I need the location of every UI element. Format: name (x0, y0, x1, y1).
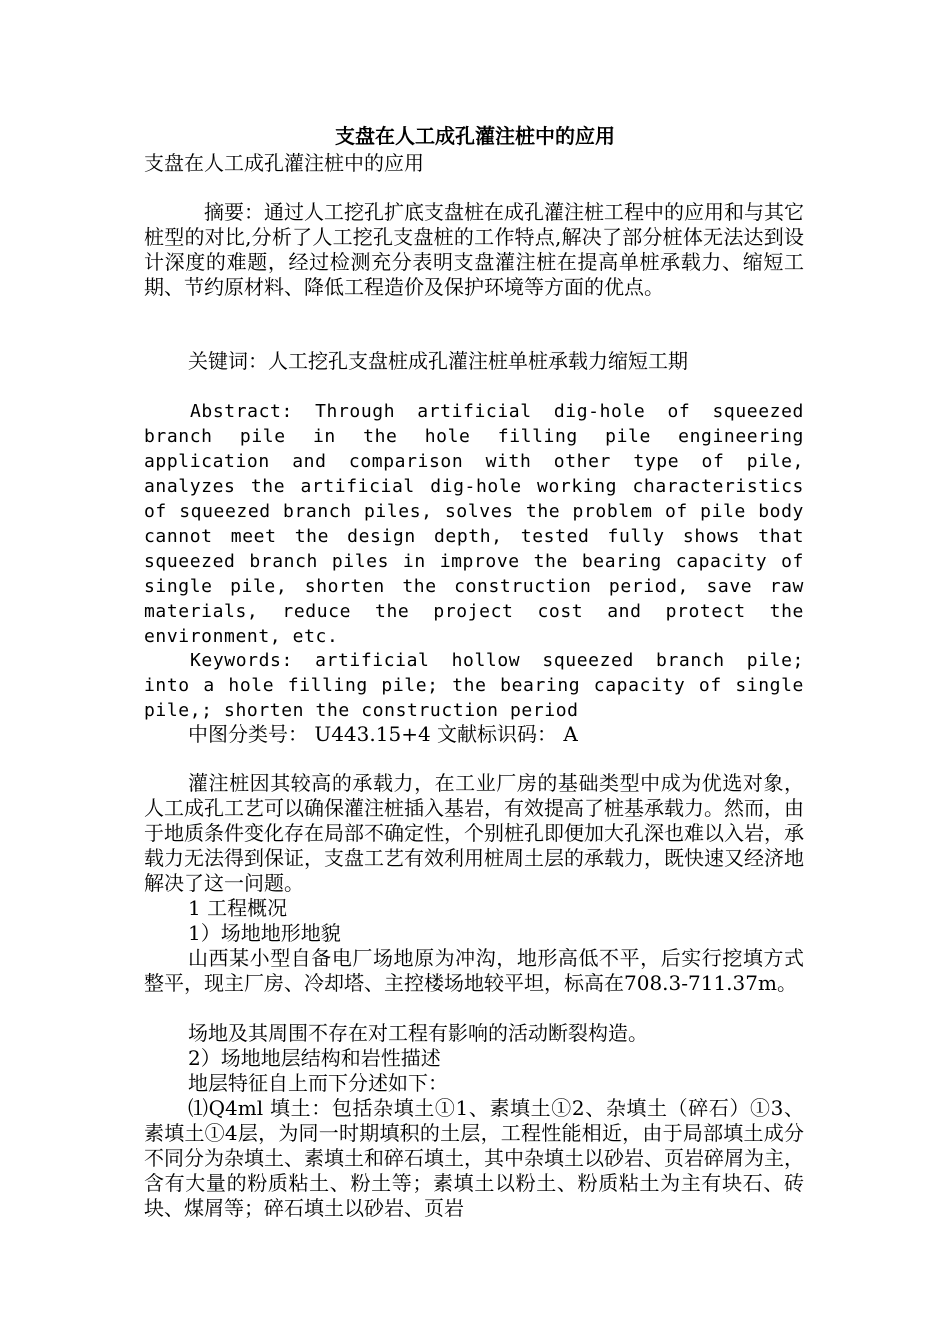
keywords-en: Keywords: artificial hollow squeezed branch pile; into a hole filling pile; the bearing capacity of single pile,; shorten the construction period (144, 650, 804, 721)
keywords-cn: 关键词：人工挖孔支盘桩成孔灌注桩单桩承载力缩短工期 (188, 349, 688, 373)
subsection-heading: 1）场地地形地貌 (188, 921, 341, 945)
abstract-cn: 摘要：通过人工挖孔扩底支盘桩在成孔灌注桩工程中的应用和与其它桩型的对比,分析了人工挖孔支盘桩的工作特点,解决了部分桩体无法达到设计深度的难题，经过检测充分表明支盘灌注桩在提高单桩承载力、缩短工期、节约原材料、降低工程造价及保护环境等方面的优点。 (144, 200, 804, 299)
intro-paragraph: 灌注桩因其较高的承载力，在工业厂房的基础类型中成为优选对象，人工成孔工艺可以确保灌注桩插入基岩，有效提高了桩基承载力。然而，由于地质条件变化存在局部不确定性，个别桩孔即便加大孔深也难以入岩，承载力无法得到保证，支盘工艺有效利用桩周土层的承载力，既快速又经济地解决了这一问题。 (144, 771, 804, 895)
site-topography-paragraph: 山西某小型自备电厂场地原为冲沟，地形高低不平，后实行挖填方式整平，现主厂房、冷却塔、主控楼场地较平坦，标高在708.3-711.37m。 (144, 946, 804, 995)
fill-soil-paragraph: ⑴Q4ml 填土：包括杂填土①1、素填土①2、杂填土（碎石）①3、素填土①4层，为同一时期填积的土层，工程性能相近，由于局部填土成分不同分为杂填土、素填土和碎石填土，其中杂填土以砂岩、页岩碎屑为主，含有大量的粉质粘土、粉土等；素填土以粉土、粉质粘土为主有块石、砖块、煤屑等；碎石填土以砂岩、页岩 (144, 1096, 804, 1220)
fault-statement-paragraph: 场地及其周围不存在对工程有影响的活动断裂构造。 (188, 1021, 648, 1045)
subsection-heading: 2）场地地层结构和岩性描述 (188, 1046, 441, 1070)
document-title: 支盘在人工成孔灌注桩中的应用 (335, 124, 615, 148)
section-heading: 1 工程概况 (188, 896, 288, 920)
strata-intro-paragraph: 地层特征自上而下分述如下： (188, 1071, 448, 1095)
document-subtitle: 支盘在人工成孔灌注桩中的应用 (144, 151, 424, 175)
classification-line: 中图分类号： U443.15+4 文献标识码： A (188, 722, 578, 746)
abstract-en: Abstract: Through artificial dig-hole of squeezed branch pile in the hole filling pile engineering application and comparison with other type of pile, analyzes the artificial dig-hole working characteristics of squeezed branch piles, solves the problem of pile body cannot meet the design depth, tested fully shows that squeezed branch piles in improve the bearing capacity of single pile, shorten the construction period, save raw materials, reduce the project cost and protect the environment, etc. (144, 401, 804, 647)
